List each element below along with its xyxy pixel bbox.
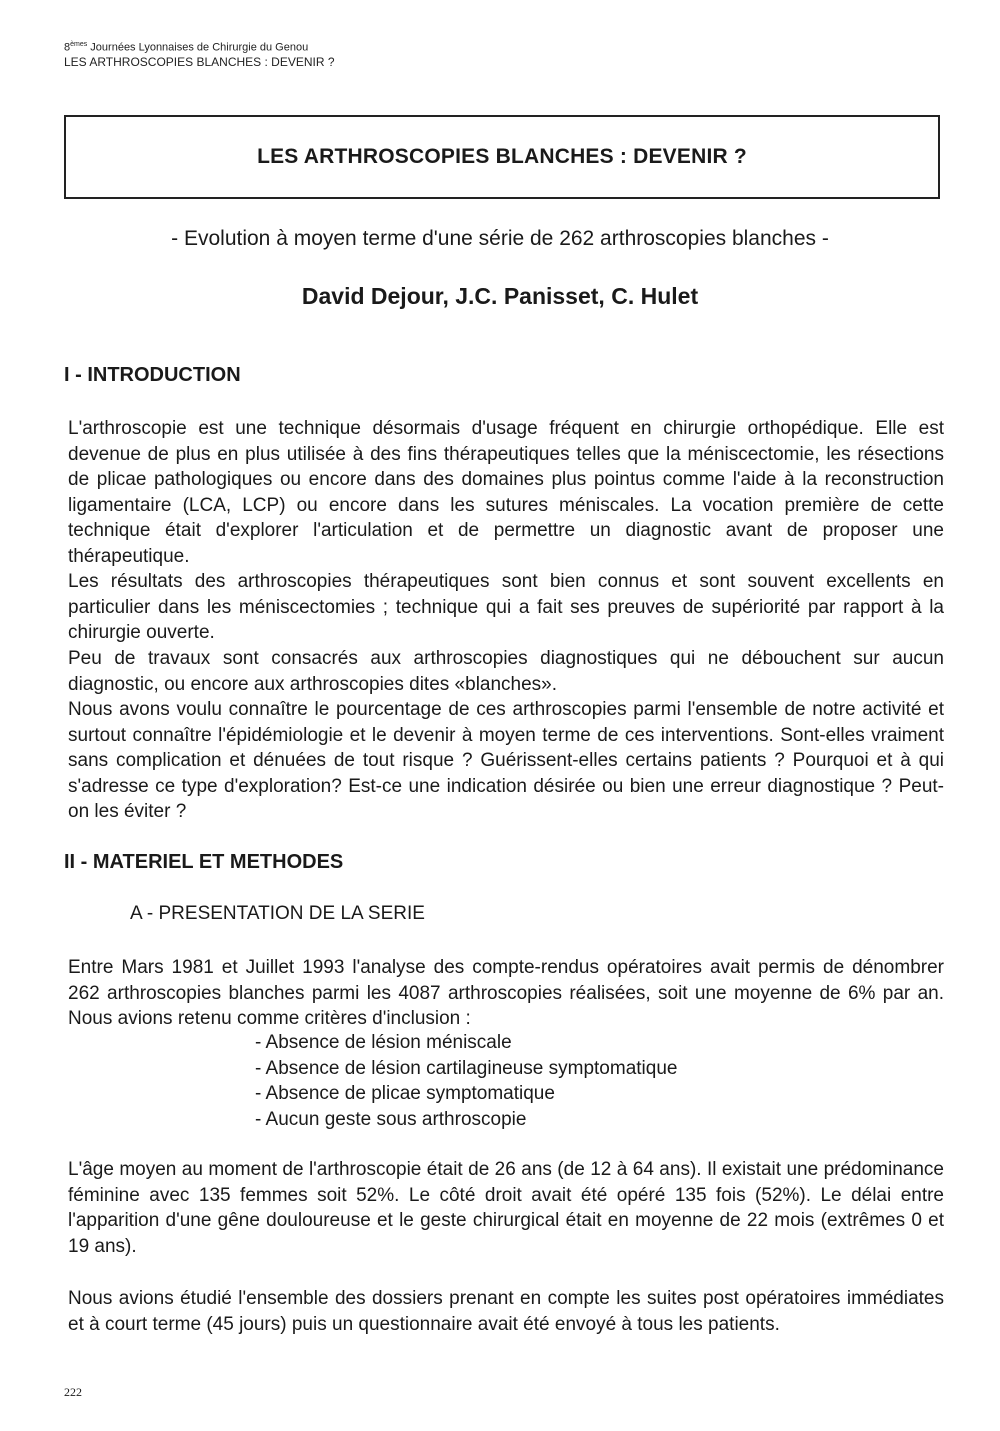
- intro-paragraph-4: Nous avons voulu connaître le pourcentage de ces arthroscopies parmi l'ensemble de notre activité et surtout connaître l'épidémiologie et le devenir à moyen terme de ces interventions. Sont-elles vraiment sans complication et dénuées de tout risque ? Guérissent-elles certains patients ? Pourquoi et à qui s'adresse ce type d'exploration? Est-ce une indication désirée ou bien une erreur diagnostique ? Peut-on les éviter ?: [68, 699, 944, 822]
- subsection-heading: A - PRESENTATION DE LA SERIE: [130, 903, 425, 924]
- page-number: 222: [64, 1385, 82, 1399]
- conference-name: [64, 38, 335, 55]
- running-header: [64, 38, 335, 69]
- intro-paragraph-2: Les résultats des arthroscopies thérapeutiques sont bien connus et sont souvent excellents en particulier dans les méniscectomies ; technique qui a fait ses preuves de supériorité par rapport à la chirurgie ouverte.: [68, 571, 944, 643]
- conference-title: Journées Lyonnaises de Chirurgie du Genou: [87, 41, 309, 54]
- conference-ordinal: 8: [64, 41, 71, 54]
- document-subtitle: - Evolution à moyen terme d'une série de 262 arthroscopies blanches -: [171, 227, 829, 250]
- list-item: - Absence de plicae symptomatique: [255, 1083, 555, 1104]
- list-item: - Absence de lésion méniscale: [255, 1032, 512, 1053]
- section-heading-materiel: II - MATERIEL ET METHODES: [64, 851, 344, 873]
- conference-ordinal-suffix: èmes: [70, 41, 88, 48]
- title-box: [64, 115, 940, 199]
- list-item: - Aucun geste sous arthroscopie: [255, 1108, 527, 1130]
- intro-paragraph-1: L'arthroscopie est une technique désormais d'usage fréquent en chirurgie orthopédique. Elle est devenue de plus en plus utilisée à des fins thérapeutiques telles que la méniscectomie, les résections de plicae pathologiques ou encore dans des domaines plus pointus comme l'aide à la reconstruction ligamentaire (LCA, LCP) ou encore dans les sutures méniscales. La vocation première de cette technique était d'explorer l'articulation et de permettre un diagnostic avant de proposer une thérapeutique.: [68, 418, 944, 567]
- authors: David Dejour, J.C. Panisset, C. Hulet: [301, 283, 699, 309]
- methods-paragraph-1: Entre Mars 1981 et Juillet 1993 l'analyse des compte-rendus opératoires avait permis de dénombrer 262 arthroscopies blanches parmi les 4087 arthroscopies réalisées, soit une moyenne de 6% par an. Nous avions retenu comme critères d'inclusion :: [68, 957, 944, 1029]
- list-item: - Absence de lésion cartilagineuse symptomatique: [255, 1057, 678, 1079]
- inclusion-criteria-list: [255, 1030, 677, 1132]
- intro-paragraph-3: Peu de travaux sont consacrés aux arthroscopies diagnostiques qui ne débouchent sur aucun diagnostic, ou encore aux arthroscopies dites «blanches».: [68, 648, 944, 695]
- document-title: LES ARTHROSCOPIES BLANCHES : DEVENIR ?: [257, 145, 747, 168]
- running-title: LES ARTHROSCOPIES BLANCHES : DEVENIR ?: [64, 54, 335, 69]
- section-heading-introduction: I - INTRODUCTION: [64, 364, 241, 386]
- methods-paragraph-3: Nous avions étudié l'ensemble des dossiers prenant en compte les suites post opératoires immédiates et à court terme (45 jours) puis un questionnaire avait été envoyé à tous les patients.: [68, 1288, 944, 1335]
- methods-paragraph-2: L'âge moyen au moment de l'arthroscopie était de 26 ans (de 12 à 64 ans). Il existait une prédominance féminine avec 135 femmes soit 52%. Le côté droit avait été opéré 135 fois (52%). Le délai entre l'apparition d'une gêne douloureuse et le geste chirurgical était en moyenne de 22 mois (extrêmes 0 et 19 ans).: [68, 1159, 944, 1257]
